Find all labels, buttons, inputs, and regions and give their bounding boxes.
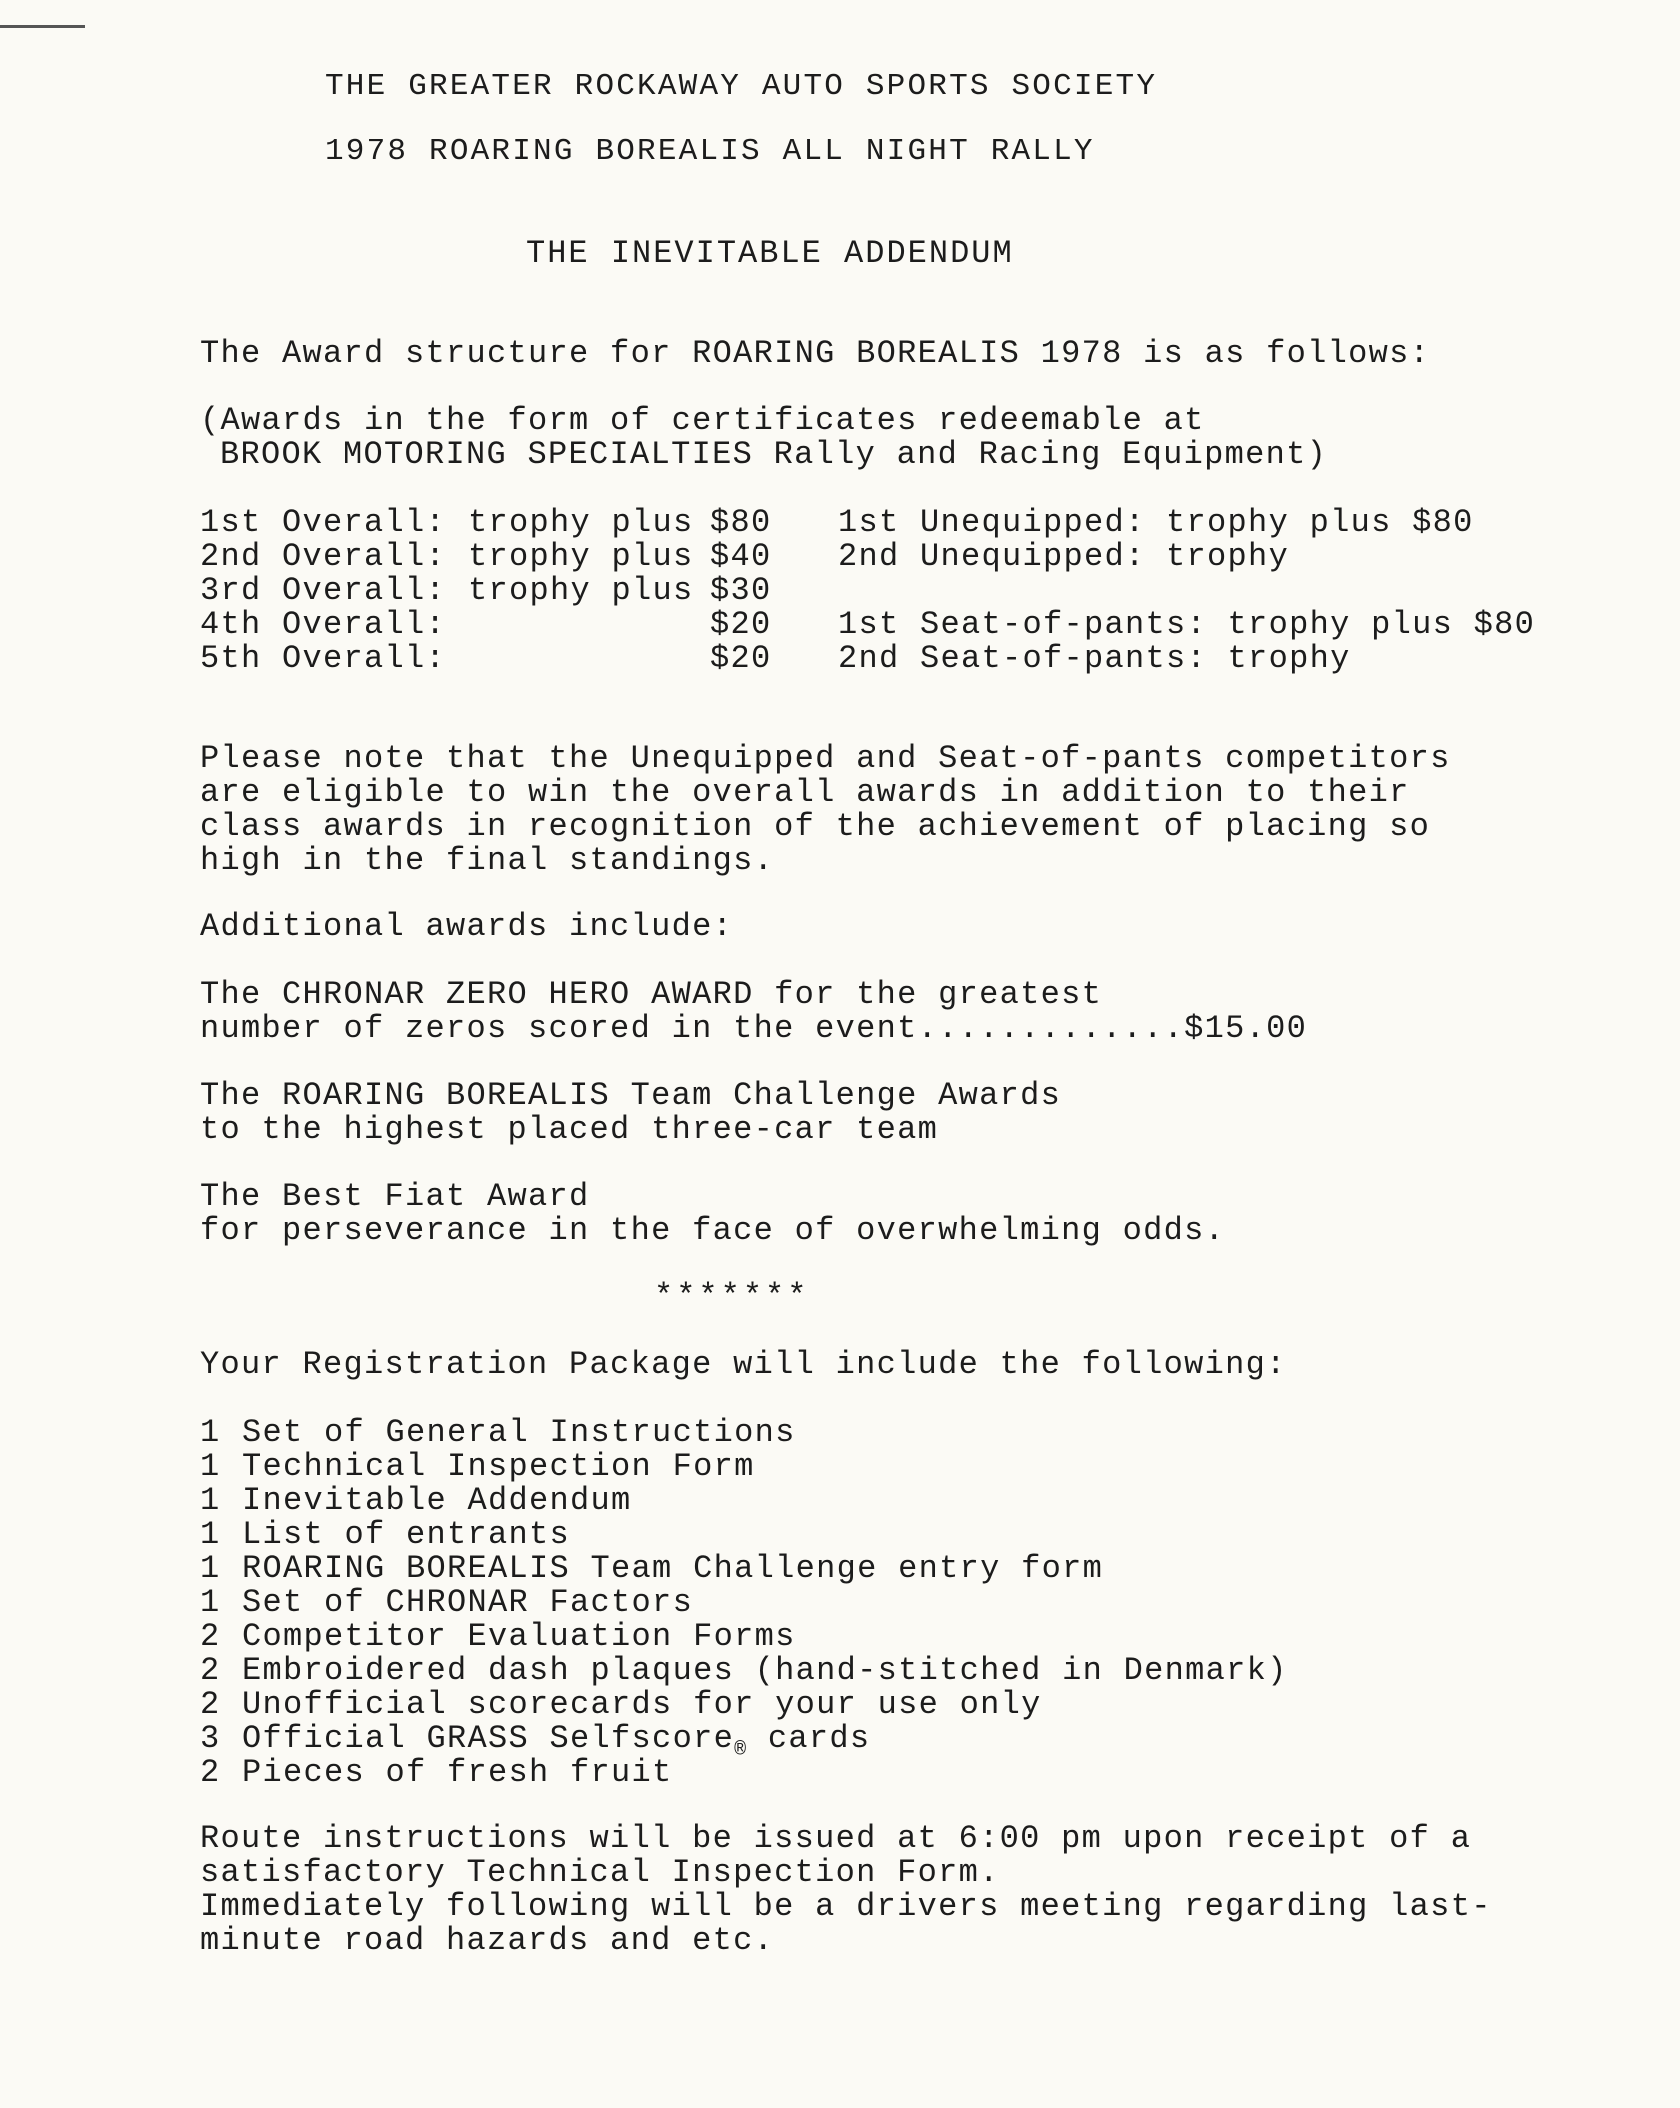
overall-award-label: 1st Overall:: [200, 504, 447, 541]
package-item-name: ROARING BOREALIS Team Challenge entry form: [242, 1550, 1104, 1587]
package-item-qty: 1: [200, 1482, 221, 1519]
overall-award-prize: trophy plus: [468, 504, 694, 541]
package-item-name: Official GRASS Selfscore: [242, 1720, 735, 1757]
package-item-qty: 2: [200, 1652, 221, 1689]
package-item-qty: 1: [200, 1448, 221, 1485]
package-item-name: Embroidered dash plaques (hand-stitched in Denmark): [242, 1652, 1288, 1689]
registered-mark-icon: ®: [734, 1739, 748, 1762]
package-item-name: Pieces of fresh fruit: [242, 1754, 673, 1791]
overall-award-prize: trophy plus: [468, 572, 694, 609]
class-award: 2nd Seat-of-pants: trophy: [838, 640, 1351, 677]
route-note-line: minute road hazards and etc.: [200, 1922, 775, 1959]
package-item-name: Competitor Evaluation Forms: [242, 1618, 796, 1655]
class-award: 2nd Unequipped: trophy: [838, 538, 1290, 575]
package-item-qty: 2: [200, 1754, 221, 1791]
eligibility-note-line: are eligible to win the overall awards in addition to their: [200, 774, 1410, 811]
overall-award-label: 3rd Overall:: [200, 572, 447, 609]
chronar-award-line2: number of zeros scored in the event.............$15.00: [200, 1010, 1308, 1047]
package-item-name: Inevitable Addendum: [242, 1482, 632, 1519]
package-item-name: Technical Inspection Form: [242, 1448, 755, 1485]
certificates-note-line1: (Awards in the form of certificates redeemable at: [200, 402, 1205, 439]
package-item-qty: 1: [200, 1584, 221, 1621]
package-item-qty: 3: [200, 1720, 221, 1757]
overall-award-amount: $20: [710, 640, 772, 677]
eligibility-note-line: Please note that the Unequipped and Seat-of-pants competitors: [200, 740, 1451, 777]
package-item-name: Set of General Instructions: [242, 1414, 796, 1451]
overall-award-amount: $30: [710, 572, 772, 609]
staple-mark: [0, 25, 85, 28]
package-item-qty: 1: [200, 1414, 221, 1451]
overall-award-prize: trophy plus: [468, 538, 694, 575]
overall-award-amount: $20: [710, 606, 772, 643]
package-item-name: List of entrants: [242, 1516, 571, 1553]
package-item-qty: 1: [200, 1516, 221, 1553]
chronar-award-line1: The CHRONAR ZERO HERO AWARD for the greatest: [200, 976, 1103, 1013]
event-title: 1978 ROARING BOREALIS ALL NIGHT RALLY: [325, 134, 1095, 169]
package-item-name: Unofficial scorecards for your use only: [242, 1686, 1042, 1723]
overall-award-label: 4th Overall:: [200, 606, 447, 643]
overall-award-amount: $80: [710, 504, 772, 541]
fiat-award-line1: The Best Fiat Award: [200, 1178, 590, 1215]
team-award-line1: The ROARING BOREALIS Team Challenge Awards: [200, 1077, 1062, 1114]
package-item-tail: cards: [747, 1720, 871, 1757]
certificates-note-line2: BROOK MOTORING SPECIALTIES Rally and Racing Equipment): [220, 436, 1328, 473]
overall-award-amount: $40: [710, 538, 772, 575]
awards-intro: The Award structure for ROARING BOREALIS 1978 is as follows:: [200, 335, 1431, 372]
society-title: THE GREATER ROCKAWAY AUTO SPORTS SOCIETY: [325, 69, 1158, 104]
route-note-line: Immediately following will be a drivers meeting regarding last-: [200, 1888, 1492, 1925]
package-item-name: Set of CHRONAR Factors: [242, 1584, 694, 1621]
class-award: 1st Seat-of-pants: trophy plus $80: [838, 606, 1536, 643]
package-intro: Your Registration Package will include the following:: [200, 1346, 1287, 1383]
package-item-qty: 2: [200, 1686, 221, 1723]
eligibility-note-line: high in the final standings.: [200, 842, 775, 879]
package-item-qty: 2: [200, 1618, 221, 1655]
eligibility-note-line: class awards in recognition of the achievement of placing so: [200, 808, 1431, 845]
route-note-line: satisfactory Technical Inspection Form.: [200, 1854, 1000, 1891]
section-separator: *******: [654, 1278, 810, 1315]
fiat-award-line2: for perseverance in the face of overwhelming odds.: [200, 1212, 1226, 1249]
route-note-line: Route instructions will be issued at 6:00 pm upon receipt of a: [200, 1820, 1472, 1857]
overall-award-label: 5th Overall:: [200, 640, 447, 677]
package-item-qty: 1: [200, 1550, 221, 1587]
team-award-line2: to the highest placed three-car team: [200, 1111, 939, 1148]
class-award: 1st Unequipped: trophy plus $80: [838, 504, 1474, 541]
overall-award-label: 2nd Overall:: [200, 538, 447, 575]
additional-awards-intro: Additional awards include:: [200, 908, 734, 945]
addendum-title: THE INEVITABLE ADDENDUM: [526, 235, 1014, 272]
